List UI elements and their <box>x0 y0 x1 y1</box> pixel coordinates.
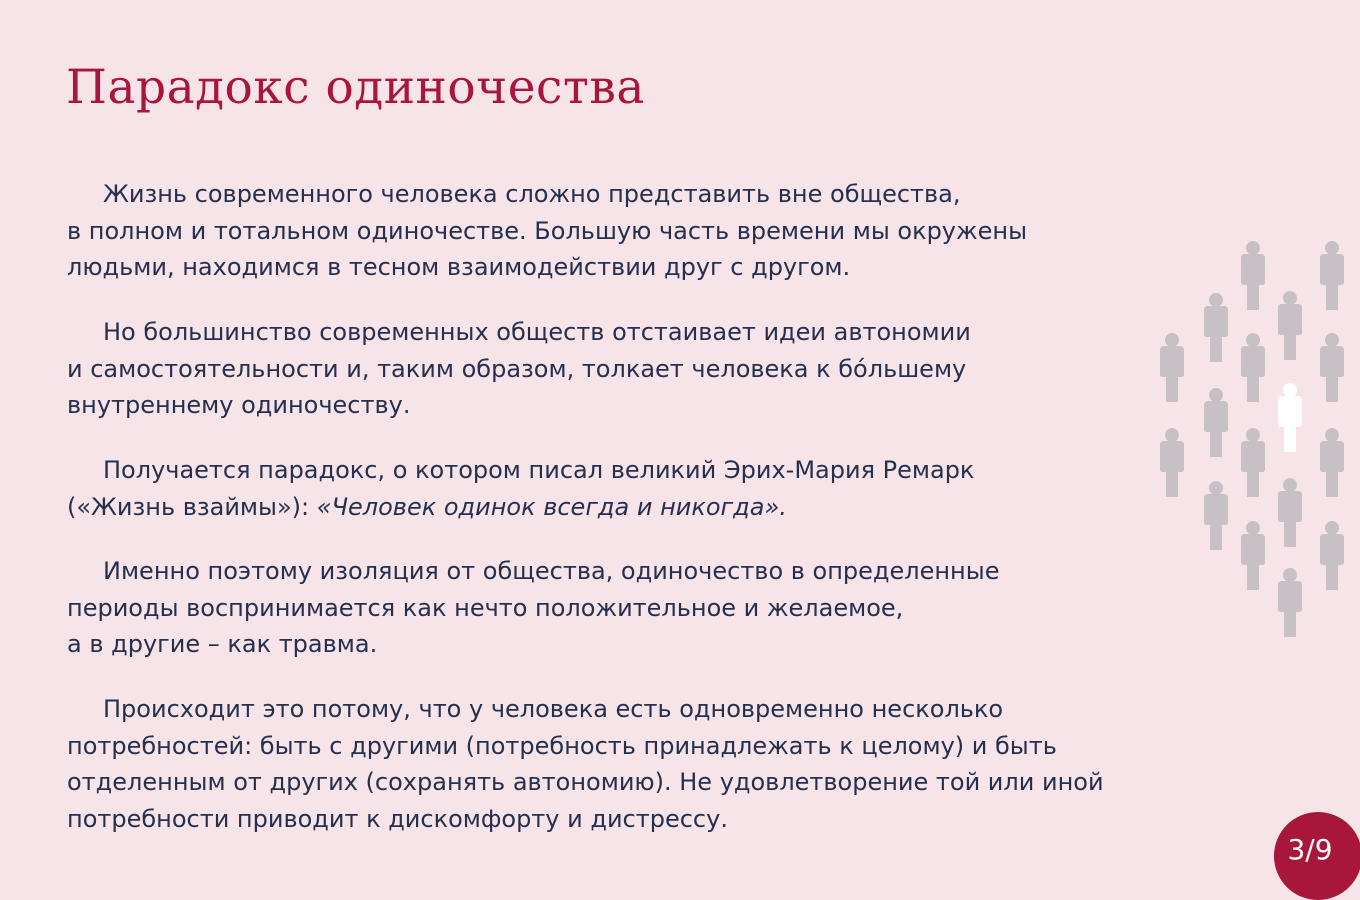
paragraph-line <box>67 489 1147 526</box>
paragraph-line: потребностей: быть с другими (потребность принадлежать к целому) и быть <box>67 731 1057 760</box>
paragraph-line: потребности приводит к дискомфорту и дистрессу. <box>67 804 728 833</box>
crowd-illustration <box>1150 240 1360 660</box>
person-icon <box>1320 428 1344 497</box>
person-icon <box>1278 291 1302 360</box>
person-icon <box>1241 241 1265 310</box>
quote-source: («Жизнь взаймы»): <box>67 492 317 521</box>
person-icon <box>1278 478 1302 547</box>
body-text <box>67 176 1147 833</box>
paragraph-line: Жизнь современного человека сложно представить вне общества, <box>103 180 961 208</box>
person-icon <box>1241 333 1265 402</box>
person-icon <box>1278 568 1302 637</box>
paragraph-line: Именно поэтому изоляция от общества, одиночество в определенные <box>103 557 1000 585</box>
paragraph-line: и самостоятельности и, таким образом, толкает человека к бóльшему <box>67 354 967 383</box>
paragraph-3 <box>67 452 1147 525</box>
person-icon <box>1204 481 1228 550</box>
person-icon <box>1241 521 1265 590</box>
paragraph-line: Но большинство современных обществ отстаивает идеи автономии <box>103 318 971 346</box>
paragraph-line: а в другие – как травма. <box>67 630 378 658</box>
paragraph-line: Происходит это потому, что у человека есть одновременно несколько <box>103 695 1004 723</box>
page-indicator <box>1274 812 1360 900</box>
paragraph-5 <box>67 691 1147 833</box>
page-number: 3/9 <box>1287 833 1333 866</box>
person-icon <box>1320 521 1344 590</box>
person-icon <box>1241 428 1265 497</box>
paragraph-line: в полном и тотальном одиночестве. Большую часть времени мы окружены <box>67 216 1028 245</box>
paragraph-4 <box>67 553 1147 663</box>
page-title: Парадокс одиночества <box>66 60 645 115</box>
person-icon <box>1320 333 1344 402</box>
paragraph-2 <box>67 314 1147 424</box>
highlighted-person-icon <box>1278 383 1302 452</box>
person-icon <box>1204 293 1228 362</box>
paragraph-line: Получается парадокс, о котором писал великий Эрих-Мария Ремарк <box>103 456 975 484</box>
person-icon <box>1204 388 1228 457</box>
paragraph-line: людьми, находимся в тесном взаимодействии друг с другом. <box>67 253 851 281</box>
paragraph-1 <box>67 176 1147 286</box>
person-icon <box>1160 333 1184 402</box>
person-icon <box>1160 428 1184 497</box>
person-icon <box>1320 241 1344 310</box>
quote-text: «Человек одинок всегда и никогда». <box>316 492 787 521</box>
paragraph-line: отделенным от других (сохранять автономию). Не удовлетворение той или иной <box>67 768 1104 796</box>
paragraph-line: периоды воспринимается как нечто положительное и желаемое, <box>67 593 904 622</box>
paragraph-line: внутреннему одиночеству. <box>67 391 411 419</box>
